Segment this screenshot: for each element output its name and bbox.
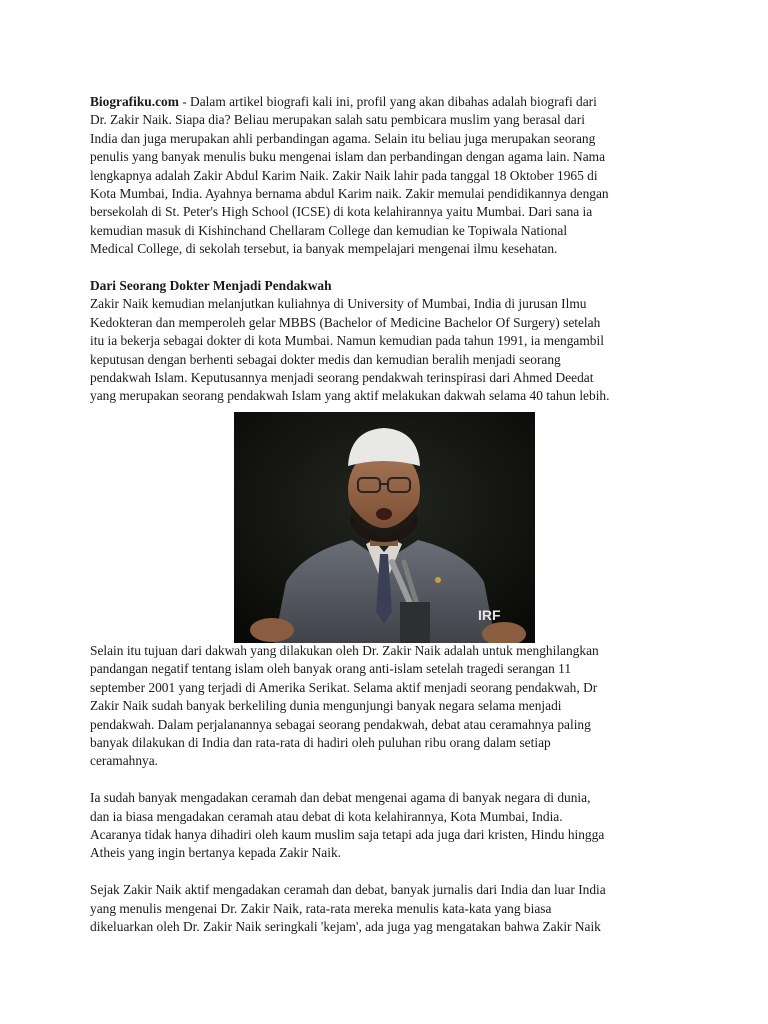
section3-line-2: dan ia biasa mengadakan ceramah atau debat di kota kelahirannya, Kota Mumbai, India. [90,808,563,824]
section2-line-4: Zakir Naik sudah banyak berkeliling dunia mengunjungi banyak negara selama menjadi [90,698,562,714]
lapel-pin [435,577,441,583]
document-body-bottom [90,642,690,936]
document-body-top [90,93,690,406]
paragraph-gap [90,771,690,789]
section3-line-1: Ia sudah banyak mengadakan ceramah dan debat mengenai agama di banyak negara di dunia, [90,790,591,806]
irf-logo: IRF [478,607,501,623]
section-heading: Dari Seorang Dokter Menjadi Pendakwah [90,278,332,294]
section1-line-4: keputusan dengan berhenti sebagai dokter medis dan kemudian beralih menjadi seorang [90,351,561,367]
intro-line-7: bersekolah di St. Peter's High School (ICSE) di kota kelahirannya yaitu Mumbai. Dari sana ia [90,204,593,220]
mouth [376,508,392,520]
section1-line-6: yang merupakan seorang pendakwah Islam yang aktif melakukan dakwah selama 40 tahun lebih. [90,388,610,404]
intro-line-3: India dan juga merupakan ahli perbandingan agama. Selain itu beliau juga merupakan seorang [90,130,596,146]
section1-line-2: Kedokteran dan memperoleh gelar MBBS (Bachelor of Medicine Bachelor Of Surgery) setelah [90,314,601,330]
intro-line-8: kemudian masuk di Kishinchand Chellaram College dan kemudian ke Topiwala National [90,222,568,238]
section4-line-2: yang menulis mengenai Dr. Zakir Naik, rata-rata mereka menulis kata-kata yang biasa [90,900,552,916]
section1-line-1: Zakir Naik kemudian melanjutkan kuliahnya di University of Mumbai, India di jurusan Ilmu [90,296,587,312]
section1-line-3: itu ia bekerja sebagai dokter di kota Mumbai. Namun kemudian pada tahun 1991, ia mengambil [90,333,604,349]
intro-line-4: penulis yang banyak menulis buku mengenai islam dan perbandingan dengan agama lain. Nama [90,149,606,165]
left-hand [250,618,294,642]
section4-line-3: dikeluarkan oleh Dr. Zakir Naik seringkali 'kejam', ada juga yag mengatakan bahwa Zakir Naik [90,919,601,935]
intro-line-9: Medical College, di sekolah tersebut, ia banyak mempelajari mengenai ilmu kesehatan. [90,241,558,257]
section1-line-5: pendakwah Islam. Keputusannya menjadi seorang pendakwah terinspirasi dari Ahmed Deedat [90,370,594,386]
site-brand: Biografiku.com [90,94,179,109]
section2-line-1: Selain itu tujuan dari dakwah yang dilakukan oleh Dr. Zakir Naik adalah untuk menghilangkan [90,643,599,658]
intro-line-1 [90,93,690,111]
section4-line-1: Sejak Zakir Naik aktif mengadakan ceramah dan debat, banyak jurnalis dari India dan luar India [90,882,606,898]
section3-line-4: Atheis yang ingin bertanya kepada Zakir Naik. [90,845,341,861]
paragraph-gap [90,863,690,881]
intro-line-2: Dr. Zakir Naik. Siapa dia? Beliau merupakan salah satu pembicara muslim yang berasal dari [90,112,585,128]
intro-line-5: lengkapnya adalah Zakir Abdul Karim Naik. Zakir Naik lahir pada tanggal 18 Oktober 1965 di [90,167,598,183]
section2-line-6: banyak dilakukan di India dan rata-rata di hadiri oleh puluhan ribu orang dalam setiap [90,735,551,751]
speaker-photo [234,412,535,643]
intro-line-6: Kota Mumbai, India. Ayahnya bernama abdul Karim naik. Zakir memulai pendidikannya dengan [90,186,609,202]
intro-text-1: - Dalam artikel biografi kali ini, profil yang akan dibahas adalah biografi dari [178,94,597,109]
section2-line-7: ceramahnya. [90,753,159,769]
section2-line-2: pandangan negatif tentang islam oleh banyak orang anti-islam setelah tragedi serangan 11 [90,661,572,677]
speaker-illustration [234,412,535,643]
section3-line-3: Acaranya tidak hanya dihadiri oleh kaum muslim saja tetapi ada juga dari kristen, Hindu hingga [90,827,605,843]
microphone-stand [400,602,430,643]
paragraph-gap [90,259,690,277]
section2-line-3: september 2001 yang terjadi di Amerika Serikat. Selama aktif menjadi seorang pendakwah, Dr [90,679,598,695]
section2-line-5: pendakwah. Dalam perjalanannya sebagai seorang pendakwah, debat atau ceramahnya paling [90,716,591,732]
